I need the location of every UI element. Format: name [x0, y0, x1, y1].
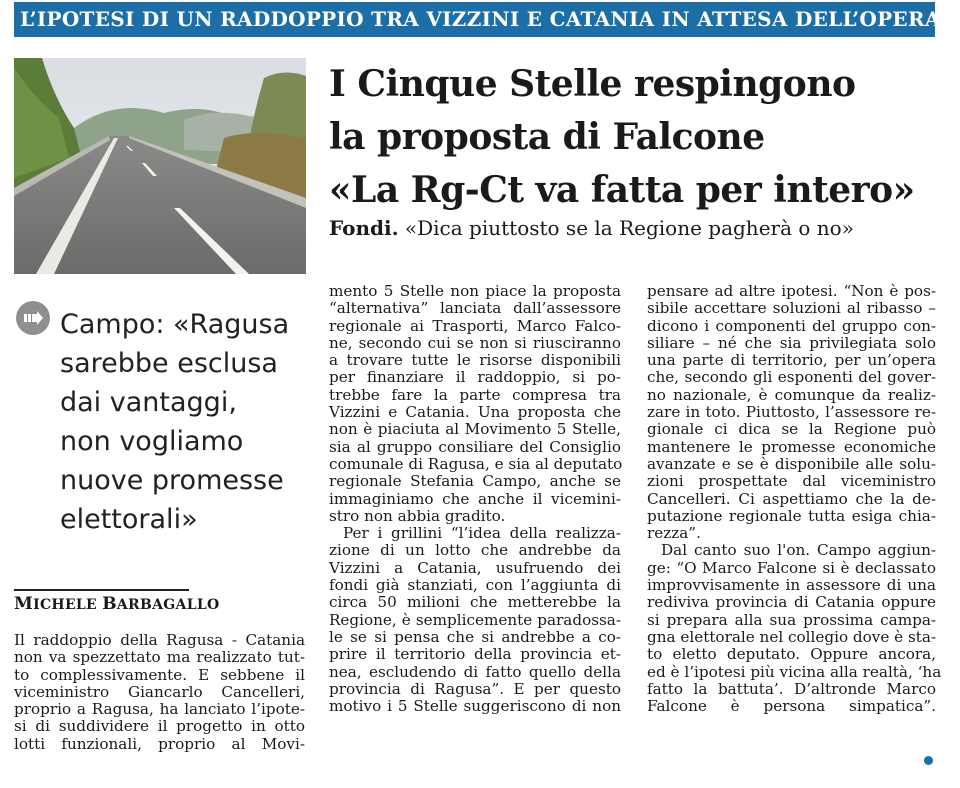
article-text-line: nea, escludendo di fatto quello della — [329, 662, 621, 681]
section-kicker-bar — [14, 2, 941, 37]
headline — [329, 58, 949, 217]
article-text-line: si prepara alla sua prossima campa- — [647, 610, 936, 629]
article-text-line: Regione, è semplicemente paradossa- — [329, 610, 621, 629]
subheadline — [329, 216, 854, 240]
article-text-line: ge: “O Marco Falcone si è declassato — [647, 558, 936, 577]
article-text-line: mento 5 Stelle non piace la proposta — [329, 282, 621, 300]
article-text-line: pensare ad altre ipotesi. “Non è pos- — [647, 282, 936, 300]
article-text-line: gionale ci dica se la Regione può — [647, 420, 936, 439]
article-text-line: gna elettorale nel collegio dove è sta- — [647, 627, 937, 646]
article-text-line: Il raddoppio della Ragusa - Catania — [14, 631, 305, 649]
article-text-line: zare in toto. Piuttosto, l’assessore re- — [647, 403, 936, 422]
article-text-line: non è piaciuta al Movimento 5 Stelle, — [329, 420, 621, 439]
article-text-line: trebbe fare la parte compresa tra — [329, 385, 621, 404]
article-text-line: ed è l’ipotesi più vicina alla realtà, ‘ha — [647, 662, 942, 681]
article-text-line: avanzate e se è disponibile alle solu- — [647, 454, 936, 473]
article-text-line: improvvisamente in assessore di una — [647, 576, 936, 595]
article-text-line: sibile accettare soluzioni al ribasso – — [647, 299, 936, 318]
article-text-line: una parte di territorio, per un’opera — [647, 351, 936, 370]
article-text-line: Vizzini a Catania, usufruendo dei — [329, 558, 621, 577]
pull-quote-line: sarebbe esclusa — [60, 348, 278, 379]
article-text-line: putazione regionale tutta esiga chia- — [647, 506, 936, 525]
article-text-line: si di suddividere il progetto in otto — [14, 717, 305, 736]
article-column-2 — [329, 283, 621, 715]
subheadline-lead: Fondi. — [329, 216, 399, 240]
byline-divider — [14, 589, 189, 591]
article-text-line: Falcone è persona simpatica”. — [647, 697, 936, 716]
author-byline: MICHELE BARBAGALLO — [14, 594, 220, 614]
pull-quote-line: Campo: «Ragusa — [60, 309, 290, 340]
article-column-3 — [647, 282, 942, 716]
article-text-line: to complessivamente. E sebbene il — [14, 665, 305, 684]
headline-line-2: la proposta di Falcone — [329, 116, 765, 158]
article-text-line: motivo i 5 Stelle suggeriscono di non — [329, 697, 621, 716]
article-text-line: ne, secondo cui se non si riusciranno — [329, 333, 621, 352]
article-text-line: per finanziare il raddoppio, si po- — [329, 368, 621, 387]
article-text-line: prire il territorio della provincia et- — [329, 645, 621, 664]
pull-quote-line: elettorali» — [60, 504, 198, 535]
article-text-line: Vizzini e Catania. Una proposta che — [329, 403, 621, 422]
pull-quote-line: nuove promesse — [60, 465, 284, 496]
article-text-line: dicono i componenti del gruppo con- — [647, 316, 936, 335]
article-text-line: “alternativa” lanciata dall’assessore — [329, 299, 621, 318]
article-text-line: fondi già stanziati, con l’aggiunta di — [329, 576, 621, 595]
article-text-line: circa 50 milioni che metterebbe la — [329, 593, 621, 612]
article-text-line: che, secondo gli esponenti del gover- — [647, 368, 936, 387]
article-text-line: le se si pensa che si andrebbe a co- — [329, 627, 621, 646]
article-text-line: non va spezzettato ma realizzato tut- — [14, 648, 305, 667]
article-text-line: mantenere le promesse economiche — [647, 437, 936, 456]
article-text-line: rezza”. — [647, 524, 701, 543]
pull-quote-line: non vogliamo — [60, 426, 244, 457]
article-text-line: regionale ai Trasporti, Marco Falco- — [329, 316, 621, 335]
article-text-line: no nazionale, è comunque da realiz- — [647, 385, 936, 404]
article-text-line: lotti funzionali, proprio al Movi- — [14, 734, 305, 753]
article-text-line: provincia di Ragusa”. E per questo — [329, 679, 621, 698]
article-text-line: sia al gruppo consiliare del Consiglio — [329, 437, 621, 456]
article-text-line: immaginiamo che anche il vicemini- — [329, 489, 621, 508]
article-text-line: fatto la battuta’. D’altronde Marco — [647, 679, 936, 698]
pull-quote-line: dai vantaggi, — [60, 387, 237, 418]
article-photo-highway — [14, 58, 306, 274]
article-text-line: viceministro Giancarlo Cancelleri, — [14, 682, 305, 701]
subheadline-text: «Dica piuttosto se la Regione pagherà o no» — [404, 216, 854, 240]
article-text-line: rediviva provincia di Catania oppure — [647, 593, 936, 612]
article-text-line: proprio a Ragusa, ha lanciato l’ipote- — [14, 700, 305, 719]
article-text-line: comunale di Ragusa, e sia al deputato — [329, 454, 623, 473]
headline-line-1: I Cinque Stelle respingono — [329, 63, 856, 105]
pull-quote — [60, 305, 320, 539]
article-text-line: Dal canto suo l'on. Campo aggiun- — [661, 541, 936, 560]
article-text-line: Per i grillini “l’idea della realizza- — [343, 524, 621, 543]
article-text-line: zioni prospettate dal viceministro — [647, 472, 936, 491]
article-text-line: a trovare tutte le risorse disponibili — [329, 351, 621, 370]
article-text-line: stro non abbia gradito. — [329, 506, 506, 525]
article-text-line: regionale Stefania Campo, anche se — [329, 472, 621, 491]
article-text-line: to eletto deputato. Oppure ancora, — [647, 645, 936, 664]
headline-line-3: «La Rg-Ct va fatta per intero» — [329, 169, 915, 211]
article-text-line: Cancelleri. Ci aspettiamo che la de- — [647, 489, 936, 508]
section-kicker: L’IPOTESI DI UN RADDOPPIO TRA VIZZINI E CATANIA IN ATTESA DELL’OPERA — [20, 7, 941, 31]
arrow-right-icon — [16, 301, 50, 335]
article-text-line: siliare – né che sia privilegiata solo — [647, 333, 936, 352]
article-end-marker — [924, 756, 933, 765]
article-text-line: zione di un lotto che andrebbe da — [329, 541, 621, 560]
article-column-1 — [14, 632, 305, 753]
